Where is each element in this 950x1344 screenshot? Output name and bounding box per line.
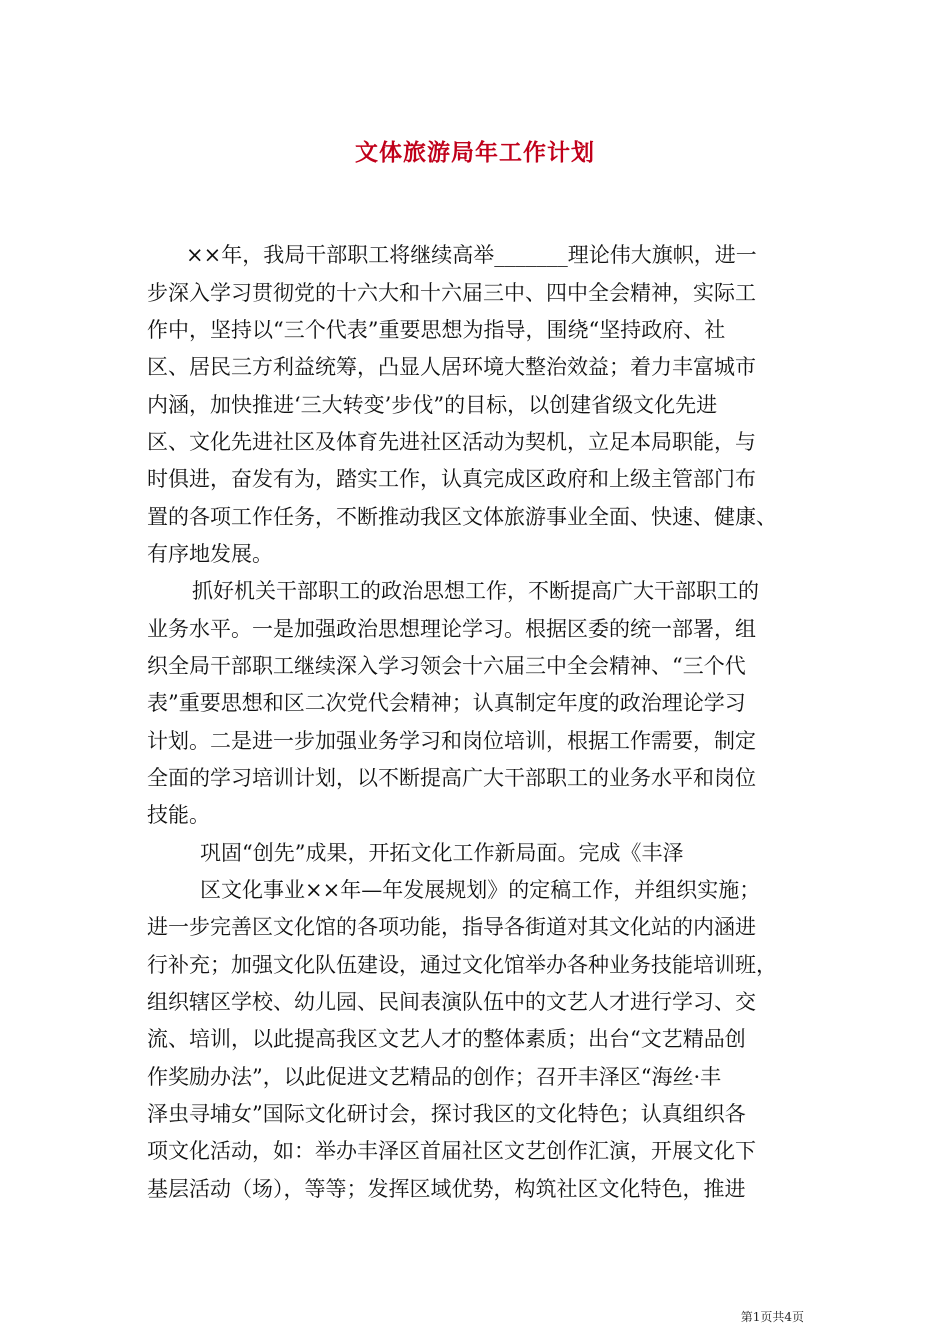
page-footer: 第1页共4页 xyxy=(740,1310,804,1324)
text-line: ××年，我局干部职工将继续高举_______理论伟大旗帜，进一 xyxy=(186,243,757,267)
text-line: 组织辖区学校、幼儿园、民间表演队伍中的文艺人才进行学习、交 xyxy=(147,990,756,1014)
text-line: 流、培训，以此提高我区文艺人才的整体素质；出台“文艺精品创 xyxy=(147,1027,746,1051)
text-line: 业务水平。一是加强政治思想理论学习。根据区委的统一部署，组 xyxy=(147,617,756,641)
text-line: 表”重要思想和区二次党代会精神；认真制定年度的政治理论学习 xyxy=(147,691,746,715)
text-line: 置的各项工作任务，不断推动我区文体旅游事业全面、快速、健康、 xyxy=(147,505,777,529)
text-line: 区文化事业××年—年发展规划》的定稿工作，并组织实施； xyxy=(200,878,761,902)
text-line: 计划。二是进一步加强业务学习和岗位培训，根据工作需要，制定 xyxy=(147,729,756,753)
document-title: 文体旅游局年工作计划 xyxy=(355,139,595,166)
text-line: 技能。 xyxy=(147,803,210,827)
text-line: 作奖励办法”，以此促进文艺精品的创作；召开丰泽区“海丝·丰 xyxy=(147,1065,722,1089)
text-line: 区、居民三方利益统筹，凸显人居环境大整治效益；着力丰富城市 xyxy=(147,355,756,379)
text-line: 全面的学习培训计划，以不断提高广大干部职工的业务水平和岗位 xyxy=(147,766,756,790)
text-line: 区、文化先进社区及体育先进社区活动为契机，立足本局职能，与 xyxy=(147,430,756,454)
text-line: 步深入学习贯彻党的十六大和十六届三中、四中全会精神，实际工 xyxy=(147,281,756,305)
text-line: 抓好机关干部职工的政治思想工作，不断提高广大干部职工的 xyxy=(192,579,759,603)
text-line: 内涵，加快推进‘三大转变’步伐”的目标，以创建省级文化先进 xyxy=(147,393,718,417)
text-line: 织全局干部职工继续深入学习领会十六届三中全会精神、“三个代 xyxy=(147,654,746,678)
text-line: 项文化活动，如：举办丰泽区首届社区文艺创作汇演，开展文化下 xyxy=(147,1139,756,1163)
text-line: 巩固“创先”成果，开拓文化工作新局面。完成《丰泽 xyxy=(200,841,684,865)
text-line: 作中，坚持以“三个代表”重要思想为指导，围绕“坚持政府、社 xyxy=(147,318,726,342)
text-line: 有序地发展。 xyxy=(147,542,273,566)
text-line: 时俱进，奋发有为，踏实工作，认真完成区政府和上级主管部门布 xyxy=(147,467,756,491)
text-line: 基层活动（场），等等；发挥区域优势，构筑社区文化特色，推进 xyxy=(147,1177,746,1201)
text-line: 行补充；加强文化队伍建设，通过文化馆举办各种业务技能培训班， xyxy=(147,953,777,977)
text-line: 泽虫寻埔女”国际文化研讨会，探讨我区的文化特色；认真组织各 xyxy=(147,1102,746,1126)
text-line: 进一步完善区文化馆的各项功能，指导各街道对其文化站的内涵进 xyxy=(147,915,756,939)
